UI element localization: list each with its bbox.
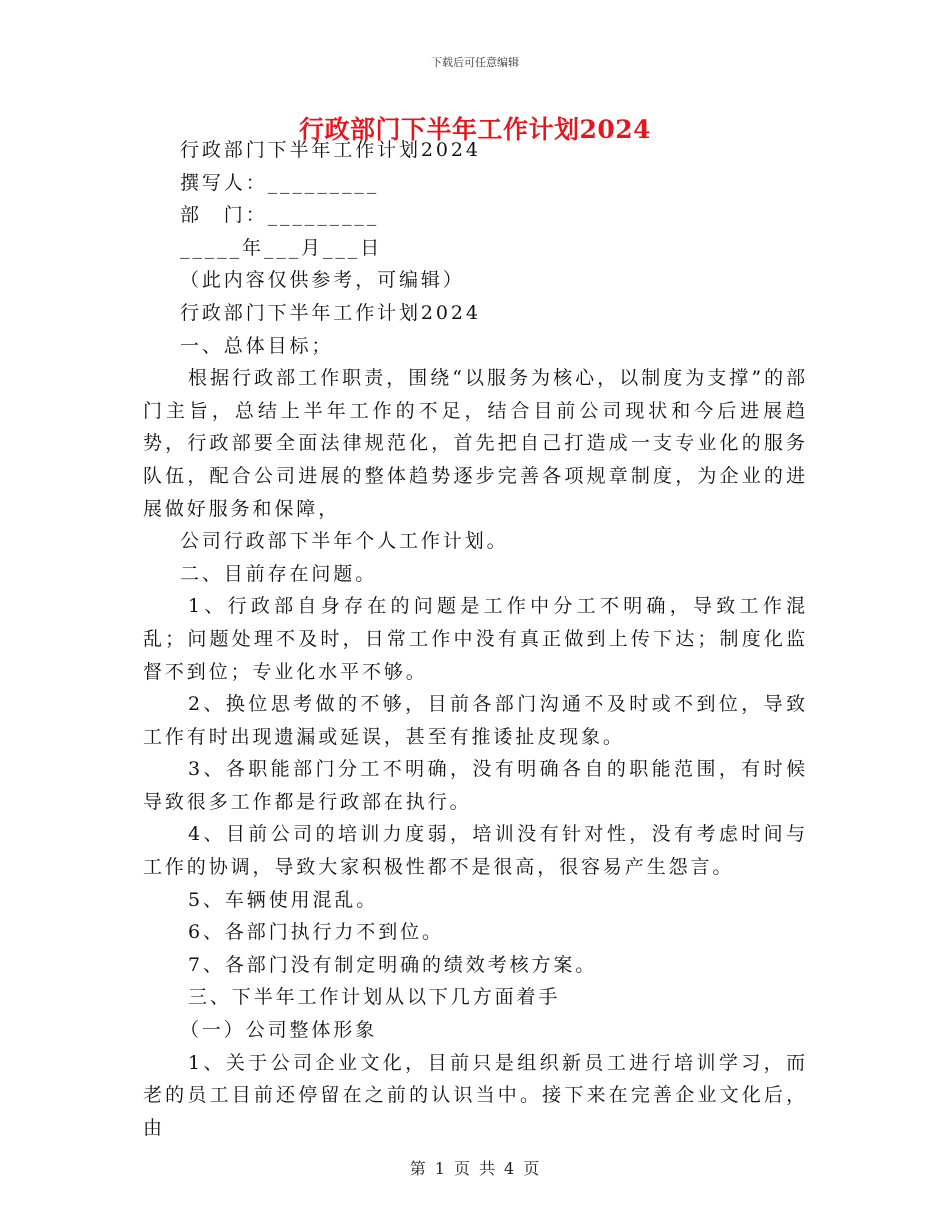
author-line: 撰写人：_________ <box>180 171 380 194</box>
subtitle-repeat: 行政部门下半年工作计划2024 <box>180 301 481 324</box>
list-item: 4、目前公司的培训力度弱，培训没有针对性，没有考虑时间与工作的协调，导致大家积极性都不是很高，很容易产生怨言。 <box>143 823 808 879</box>
list-item: 1、行政部自身存在的问题是工作中分工不明确，导致工作混乱；问题处理不及时，日常工作中没有真正做到上传下达；制度化监督不到位；专业化水平不够。 <box>143 595 808 683</box>
subtitle: 行政部门下半年工作计划2024 <box>180 139 481 161</box>
date-line: _____年___月___日 <box>180 236 383 259</box>
section-1-heading: 一、总体目标； <box>180 334 334 357</box>
header-note: 下载后可任意编辑 <box>431 56 519 69</box>
document-title: 行政部门下半年工作计划2024 <box>298 115 652 144</box>
list-item: 7、各部门没有制定明确的绩效考核方案。 <box>188 953 598 976</box>
section-1-paragraph: 根据行政部工作职责，围绕“以服务为核心，以制度为支撑”的部门主旨，总结上半年工作的不足，结合目前公司现状和今后进展趋势，行政部要全面法律规范化，首先把自己打造成一支专业化的服务队伍，配合公司进展的整体趋势逐步完善各项规章制度，为企业的进展做好服务和保障， <box>143 367 808 520</box>
list-item: 6、各部门执行力不到位。 <box>188 921 444 944</box>
page-number-total: 4 <box>504 1159 516 1178</box>
footer-label-post: 页 <box>523 1159 541 1178</box>
section-3-subheading: （一）公司整体形象 <box>180 1019 378 1042</box>
section-3-item-1: 1、关于公司企业文化，目前只是组织新员工进行培训学习，而老的员工目前还停留在之前的认识当中。接下来在完善企业文化后，由 <box>143 1051 808 1139</box>
document-body <box>143 134 808 1144</box>
footer-label-pre: 第 <box>409 1159 427 1178</box>
edit-notice: （此内容仅供参考，可编辑） <box>180 269 465 292</box>
page-footer <box>0 1156 950 1179</box>
footer-label-mid: 页 <box>453 1159 471 1178</box>
section-1-subtitle: 公司行政部下半年个人工作计划。 <box>180 530 509 553</box>
list-item: 2、换位思考做的不够，目前各部门沟通不及时或不到位，导致工作有时出现遗漏或延误，甚至有推诿扯皮现象。 <box>143 693 808 748</box>
section-2-heading: 二、目前存在问题。 <box>180 562 378 585</box>
department-line: 部 门：_________ <box>180 204 380 227</box>
list-item: 5、车辆使用混乱。 <box>188 888 379 911</box>
page-number-current: 1 <box>434 1159 446 1178</box>
footer-label-total-pre: 共 <box>479 1159 497 1178</box>
section-3-heading: 三、下半年工作计划从以下几方面着手 <box>188 986 561 1009</box>
list-item: 3、各职能部门分工不明确，没有明确各自的职能范围，有时候导致很多工作都是行政部在执行。 <box>143 758 808 813</box>
